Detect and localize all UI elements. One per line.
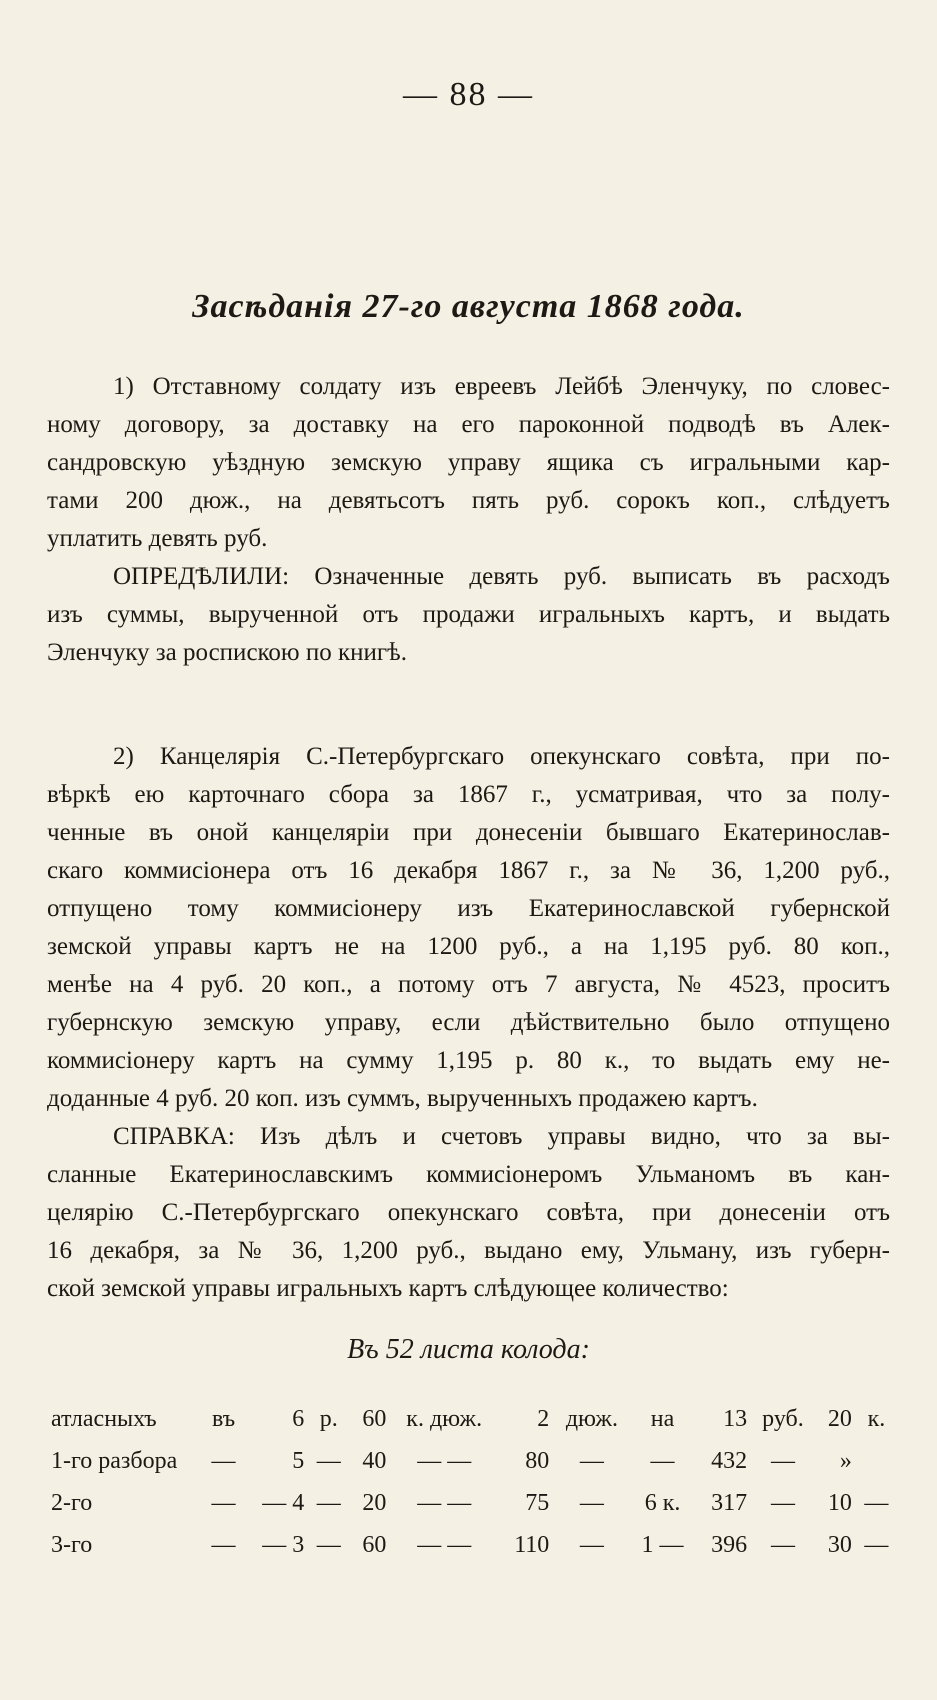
- table-cell: — 4: [262, 1489, 305, 1516]
- table-cell: —: [316, 1531, 341, 1558]
- table-cell: атласныхъ: [51, 1405, 157, 1432]
- table-cell: »: [839, 1447, 852, 1474]
- table-cell: — 3: [262, 1531, 305, 1558]
- table-cell: —: [650, 1447, 675, 1474]
- table-cell: въ: [211, 1405, 236, 1432]
- resolution-line: Эленчуку за роспискою по книгѣ.: [47, 639, 407, 666]
- paragraph-line: скаго коммисіонера отъ 16 декабря 1867 г., за № 36, 1,200 руб.,: [47, 857, 890, 884]
- table-cell: 10: [827, 1489, 852, 1516]
- paragraph-line: уплатить девять руб.: [47, 525, 268, 552]
- table-cell: 30: [827, 1531, 852, 1558]
- table-cell: —: [211, 1531, 236, 1558]
- paragraph-line: ченные въ оной канцеляріи при донесеніи бывшаго Екатеринослав-: [47, 819, 890, 846]
- reference-line: СПРАВКА: Изъ дѣлъ и счетовъ управы видно, что за вы-: [113, 1123, 890, 1150]
- table-cell: 432: [711, 1447, 748, 1474]
- table-cell: 317: [711, 1489, 748, 1516]
- table-cell: — —: [417, 1489, 472, 1516]
- table-row: [47, 1482, 897, 1524]
- cards-table: [47, 1398, 897, 1566]
- paragraph-line: доданные 4 руб. 20 коп. изъ суммъ, вырученныхъ продажею картъ.: [47, 1085, 758, 1112]
- table-cell: —: [770, 1447, 795, 1474]
- paragraph-line: 1) Отставному солдату изъ евреевъ Лейбѣ Эленчуку, по словес-: [113, 373, 890, 400]
- table-cell: 396: [711, 1531, 748, 1558]
- paragraph-line: 2) Канцелярія С.-Петербургскаго опекунскаго совѣта, при по-: [113, 743, 890, 770]
- table-cell: —: [864, 1531, 889, 1558]
- paragraph-line: ному договору, за доставку на его пароконной подводѣ въ Алек-: [47, 411, 890, 438]
- table-cell: —: [579, 1447, 604, 1474]
- table-cell: 75: [525, 1489, 550, 1516]
- reference-line: ской земской управы игральныхъ картъ слѣдующее количество:: [47, 1275, 729, 1302]
- table-cell: [856, 1440, 897, 1482]
- table-cell: —: [770, 1531, 795, 1558]
- table-cell: 5: [292, 1447, 305, 1474]
- table-cell: —: [770, 1489, 795, 1516]
- table-cell: 60: [362, 1531, 387, 1558]
- paragraph-line: губернскую земскую управу, если дѣйствительно было отпущено: [47, 1009, 890, 1036]
- page-number: — 88 —: [403, 76, 534, 113]
- table-cell: —: [316, 1489, 341, 1516]
- table-cell: 80: [525, 1447, 550, 1474]
- table-cell: 13: [723, 1405, 748, 1432]
- table-cell: 20: [362, 1489, 387, 1516]
- table-row: [47, 1524, 897, 1566]
- table-cell: —: [211, 1447, 236, 1474]
- table-cell: р.: [319, 1405, 338, 1432]
- table-cell: — —: [417, 1447, 472, 1474]
- paragraph-line: вѣркѣ ею карточнаго сбора за 1867 г., усматривая, что за полу-: [47, 781, 890, 808]
- table-cell: 40: [362, 1447, 387, 1474]
- table-cell: 20: [827, 1405, 852, 1432]
- table-cell: руб.: [762, 1405, 804, 1432]
- table-cell: 60: [362, 1405, 387, 1432]
- table-cell: 110: [514, 1531, 550, 1558]
- table-cell: — —: [417, 1531, 472, 1558]
- table-subheading: Въ 52 листа колода:: [347, 1334, 590, 1365]
- paragraph-line: земской управы картъ не на 1200 руб., а на 1,195 руб. 80 коп.,: [47, 933, 890, 960]
- table-cell: на: [650, 1405, 675, 1432]
- table-cell: 1 —: [641, 1531, 684, 1558]
- table-cell: к.: [867, 1405, 886, 1432]
- table-row: [47, 1440, 897, 1482]
- table-cell: 2-го: [51, 1489, 93, 1516]
- table-cell: 3-го: [51, 1531, 93, 1558]
- table-row: [47, 1398, 897, 1440]
- reference-line: сланные Екатеринославскимъ коммисіонеромъ Ульманомъ въ кан-: [47, 1161, 890, 1188]
- table-cell: 1-го разбора: [51, 1447, 178, 1474]
- paragraph-line: коммисіонеру картъ на сумму 1,195 р. 80 к., то выдать ему не-: [47, 1047, 890, 1074]
- reference-line: целярію С.-Петербургскаго опекунскаго совѣта, при донесеніи отъ: [47, 1199, 890, 1226]
- item-2: [47, 738, 890, 1308]
- resolution-line: ОПРЕДѢЛИЛИ: Означенные девять руб. выписать въ расходъ: [113, 563, 890, 590]
- table-cell: 6: [292, 1405, 305, 1432]
- table-cell: —: [864, 1489, 889, 1516]
- session-heading: Засѣданія 27-го августа 1868 года.: [192, 288, 745, 325]
- table-cell: 6 к.: [644, 1489, 681, 1516]
- table-cell: к. дюж.: [406, 1405, 483, 1432]
- table-cell: 2: [537, 1405, 550, 1432]
- table-cell: —: [211, 1489, 236, 1516]
- table-cell: —: [579, 1489, 604, 1516]
- table-cell: —: [316, 1447, 341, 1474]
- table-cell: дюж.: [565, 1405, 618, 1432]
- reference-line: 16 декабря, за № 36, 1,200 руб., выдано ему, Ульману, изъ губерн-: [47, 1237, 890, 1264]
- paragraph-line: менѣе на 4 руб. 20 коп., а потому отъ 7 августа, № 4523, проситъ: [47, 971, 890, 998]
- paragraph-line: тами 200 дюж., на девятьсотъ пять руб. сорокъ коп., слѣдуетъ: [47, 487, 890, 514]
- table-cell: —: [579, 1531, 604, 1558]
- resolution-line: изъ суммы, вырученной отъ продажи игральныхъ картъ, и выдать: [47, 601, 890, 628]
- paragraph-line: сандровскую уѣздную земскую управу ящика съ игральными кар-: [47, 449, 890, 476]
- paragraph-line: отпущено тому коммисіонеру изъ Екатеринославской губернской: [47, 895, 890, 922]
- item-1: [47, 368, 890, 672]
